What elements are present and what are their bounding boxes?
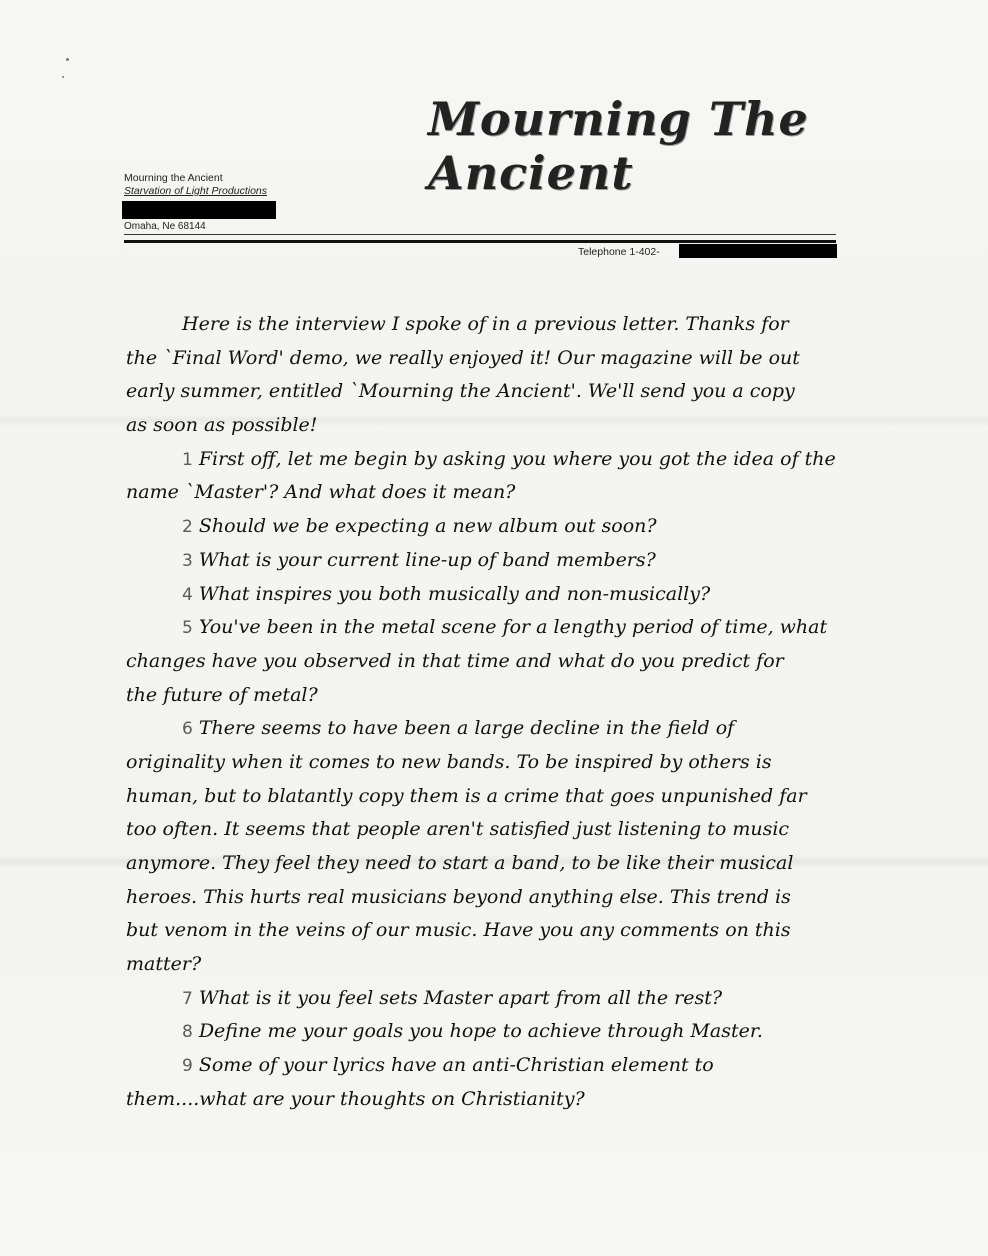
paper-speck (66, 58, 69, 61)
org-subtitle: Starvation of Light Productions (124, 185, 268, 197)
question-text: You've been in the metal scene for a lengthy period of time, what (198, 616, 828, 639)
question-text: What is it you feel sets Master apart from all the rest? (198, 986, 723, 1009)
paper-speck (62, 76, 64, 78)
question-9-line (126, 1083, 846, 1117)
question-text: but venom in the veins of our music. Have you any comments on this (126, 919, 791, 942)
question-6-line (126, 813, 846, 847)
question-8-line (126, 1015, 846, 1049)
question-text: There seems to have been a large decline in the field of (198, 717, 735, 740)
intro-line: Here is the interview I spoke of in a previous letter. Thanks for (182, 313, 789, 335)
letter-body (126, 308, 846, 1117)
question-text: name `Master'? And what does it mean? (126, 481, 516, 504)
question-6-line (126, 712, 846, 746)
question-text: anymore. They feel they need to start a band, to be like their musical (126, 852, 794, 874)
question-5-line (126, 679, 846, 713)
handwritten-question-number: 2 (182, 517, 193, 538)
intro-line: the `Final Word' demo, we really enjoyed it! Our magazine will be out (126, 346, 800, 369)
question-text: Should we be expecting a new album out soon? (198, 515, 657, 538)
question-text: human, but to blatantly copy them is a crime that goes unpunished far (126, 784, 807, 807)
handwritten-question-number: 1 (182, 449, 193, 470)
sender-address (124, 172, 267, 198)
question-6-line (126, 948, 846, 982)
question-text: Some of your lyrics have an anti-Christian element to (198, 1054, 714, 1077)
handwritten-question-number: 4 (182, 584, 193, 605)
question-4-line (126, 578, 846, 612)
redacted-street-address (122, 201, 276, 219)
redacted-phone-number (679, 244, 837, 258)
question-text: the future of metal? (126, 683, 318, 706)
question-text: originality when it comes to new bands. To be inspired by others is (126, 750, 772, 773)
handwritten-question-number: 5 (182, 618, 193, 639)
question-9-line (126, 1049, 846, 1083)
question-6-line (126, 746, 846, 780)
question-text: What is your current line-up of band members? (198, 548, 656, 571)
question-6-line (126, 914, 846, 948)
question-6-line (126, 847, 846, 881)
letterhead-title: Mourning The Ancient (428, 92, 809, 200)
handwritten-question-number: 9 (182, 1056, 193, 1077)
handwritten-question-number: 8 (182, 1022, 193, 1043)
question-6-line (126, 780, 846, 814)
question-text: What inspires you both musically and non-musically? (198, 582, 711, 605)
question-text: them....what are your thoughts on Christianity? (126, 1087, 585, 1110)
header-divider-thick (124, 240, 836, 243)
handwritten-question-number: 6 (182, 719, 193, 740)
city-line: Omaha, Ne 68144 (124, 221, 206, 232)
question-text: changes have you observed in that time and what do you predict for (126, 649, 784, 672)
question-1-line (126, 476, 846, 510)
intro-line: as soon as possible! (126, 414, 318, 437)
handwritten-question-number: 3 (182, 550, 193, 571)
question-5-line (126, 645, 846, 679)
question-1-line (126, 443, 846, 477)
question-text: First off, let me begin by asking you where you got the idea of the (198, 447, 836, 470)
question-text: Define me your goals you hope to achieve through Master. (198, 1020, 763, 1043)
handwritten-question-number: 7 (182, 988, 193, 1009)
question-text: heroes. This hurts real musicians beyond anything else. This trend is (126, 885, 791, 908)
org-name: Mourning the Ancient (124, 172, 223, 184)
question-5-line (126, 611, 846, 645)
question-3-line (126, 544, 846, 578)
question-text: too often. It seems that people aren't satisfied just listening to music (126, 818, 790, 841)
intro-line: early summer, entitled `Mourning the Ancient'. We'll send you a copy (126, 380, 795, 403)
telephone-label: Telephone 1-402- (578, 246, 660, 258)
question-2-line (126, 510, 846, 544)
header-divider-thin (124, 234, 836, 235)
question-7-line (126, 982, 846, 1016)
question-6-line (126, 881, 846, 915)
question-text: matter? (126, 953, 202, 976)
